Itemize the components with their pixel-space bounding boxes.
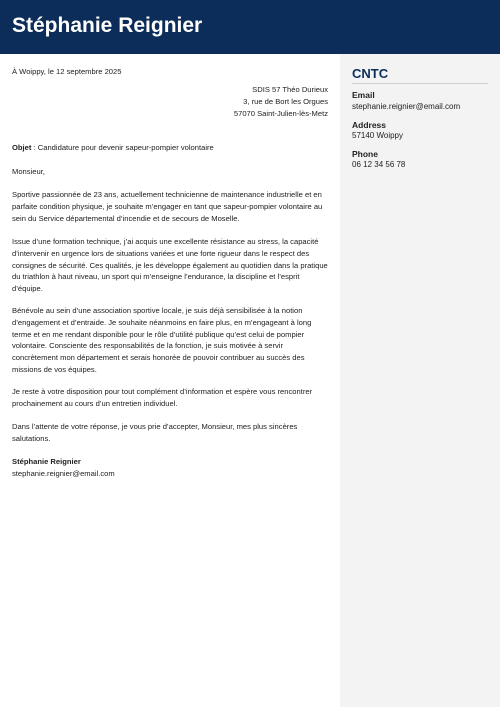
email-label: Email <box>352 90 375 100</box>
header-banner <box>0 0 500 54</box>
applicant-name: Stéphanie Reignier <box>12 14 203 37</box>
email-value[interactable]: stephanie.reignier@email.com <box>352 102 461 111</box>
signature-name: Stéphanie Reignier <box>12 457 81 466</box>
sidebar-divider <box>352 83 488 84</box>
contact-section-title: CNTC <box>352 66 389 81</box>
phone-value: 06 12 34 56 78 <box>352 160 406 169</box>
recipient-line: SDIS 57 Théo Durieux <box>252 85 328 94</box>
phone-label: Phone <box>352 149 378 159</box>
recipient-line: 57070 Saint-Julien-lès-Metz <box>233 109 328 118</box>
letter-paragraph: Dans l’attente de votre réponse, je vous prie d’accepter, Monsieur, mes plus sincères salutations. <box>12 422 298 443</box>
signature-email[interactable]: stephanie.reignier@email.com <box>12 469 115 478</box>
letter-paragraph: Sportive passionnée de 23 ans, actuellement technicienne de maintenance industrielle et en parfaite condition physique, je souhaite m’engager en tant que sapeur-pompier volontaire au sein du Service départemental d’incendie et de secours de Moselle. <box>12 190 323 223</box>
address-label: Address <box>352 120 387 130</box>
letter-paragraph: Issue d’une formation technique, j’ai acquis une excellente résistance au stress, la capacité d’intervenir en urgence lors de situations variées et une forte rigueur dans le respect des consignes de sécurité. Ces qualités, je les développe également au quotidien dans la pratique du triathlon à haut niveau, un sport qui m’enseigne l’endurance, la discipline et l’esprit d’équipe. <box>12 237 328 294</box>
contact-sidebar <box>340 54 500 707</box>
letter-paragraph: Je reste à votre disposition pour tout complément d’information et espère vous rencontrer prochainement au cours d’un entretien individuel. <box>12 387 313 408</box>
subject-text: : Candidature pour devenir sapeur-pompier volontaire <box>31 143 214 152</box>
letter-subject <box>12 143 214 152</box>
letter-date: À Woippy, le 12 septembre 2025 <box>12 67 122 76</box>
address-value: 57140 Woippy <box>352 131 403 140</box>
letter-paragraph: Bénévole au sein d’une association sportive locale, je suis déjà sensibilisée à la notion d’engagement et d’entraide. Je souhaite néanmoins en faire plus, en m’engageant à long terme et en me rendant disponible pour le rôle d’utilité publique qu’est celui de pompier volontaire. Consciente des responsabilités de la fonction, je suis motivée à servir concrètement mon département et serais honorée de pouvoir contribuer au succès des missions de vos équipes. <box>12 306 312 374</box>
recipient-address <box>234 84 328 120</box>
salutation: Monsieur, <box>12 167 45 176</box>
recipient-line: 3, rue de Bort les Orgues <box>243 97 328 106</box>
subject-label: Objet <box>12 143 32 152</box>
